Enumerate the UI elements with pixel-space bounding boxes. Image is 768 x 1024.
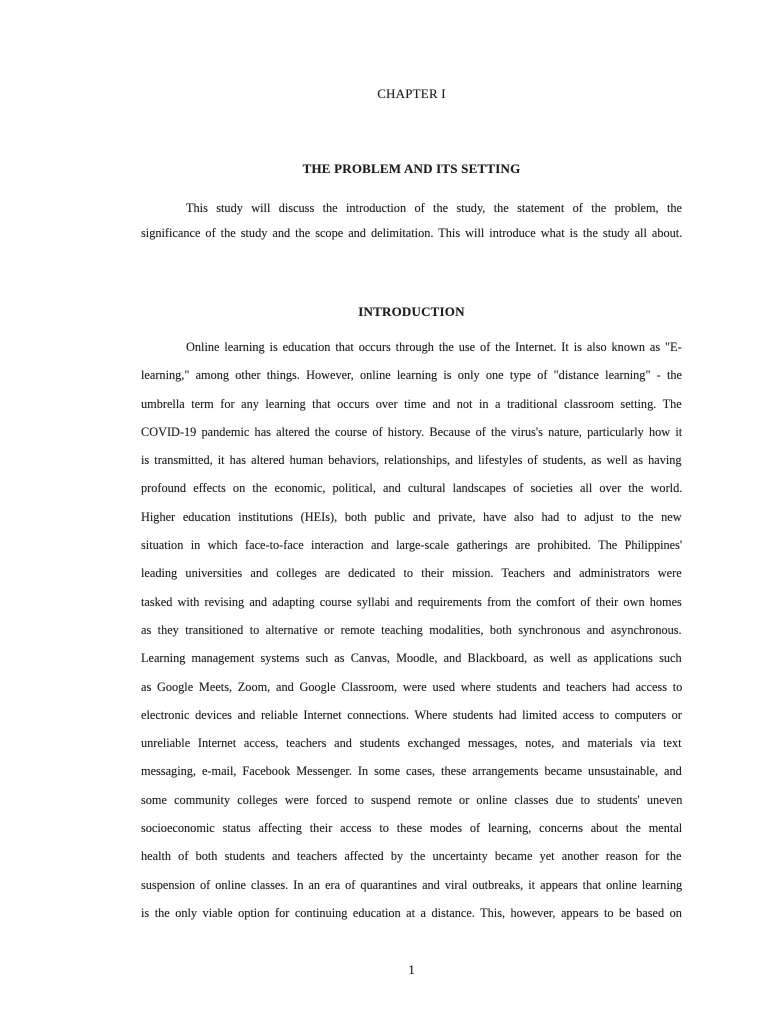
text-line: Online learning is education that occurs through the use of the Internet. It is also known as "E- — [186, 340, 682, 354]
text-line: unreliable Internet access, teachers and students exchanged messages, notes, and materials via text — [141, 736, 682, 751]
text-line: is transmitted, it has altered human behaviors, relationships, and lifestyles of students, as well as having — [141, 453, 682, 468]
text-line: suspension of online classes. In an era of quarantines and viral outbreaks, it appears that online learning — [141, 877, 683, 892]
text-line: umbrella term for any learning that occurs over time and not in a traditional classroom setting. The — [141, 396, 682, 411]
chapter-heading: CHAPTER I — [377, 86, 446, 101]
page-number: 1 — [408, 962, 415, 977]
text-line: Higher education institutions (HEIs), both public and private, have also had to adjust to the new — [141, 509, 682, 524]
text-line: learning," among other things. However, online learning is only one type of "distance learning" - the — [141, 368, 683, 383]
opening-paragraph — [141, 196, 682, 246]
text-line: This study will discuss the introduction of the study, the statement of the problem, the — [186, 201, 683, 215]
text-line: messaging, e-mail, Facebook Messenger. In some cases, these arrangements became unsustainable, and — [141, 764, 682, 779]
text-line: tasked with revising and adapting course syllabi and requirements from the comfort of their own homes — [141, 594, 682, 609]
text-line: situation in which face-to-face interaction and large-scale gatherings are prohibited. The Philippines' — [141, 538, 683, 553]
text-line: electronic devices and reliable Internet connections. Where students had limited access to computers or — [141, 707, 682, 722]
section-title: THE PROBLEM AND ITS SETTING — [302, 161, 521, 176]
text-line: health of both students and teachers affected by the uncertainty became yet another reason for the — [141, 849, 682, 864]
introduction-heading: INTRODUCTION — [358, 304, 465, 319]
text-line: is the only viable option for continuing education at a distance. This, however, appears to be based on — [141, 905, 682, 920]
introduction-paragraph — [141, 333, 682, 927]
text-line: leading universities and colleges are dedicated to their mission. Teachers and administrators were — [141, 566, 682, 581]
text-line: some community colleges were forced to suspend remote or online classes due to students' uneven — [141, 792, 683, 807]
text-line: Learning management systems such as Canvas, Moodle, and Blackboard, as well as applications such — [141, 651, 682, 666]
text-line: as Google Meets, Zoom, and Google Classroom, were used where students and teachers had access to — [141, 679, 683, 694]
text-line: significance of the study and the scope and delimitation. This will introduce what is the study all about. — [141, 226, 683, 240]
text-line: COVID-19 pandemic has altered the course of history. Because of the virus's nature, particularly how it — [141, 424, 683, 439]
text-line: profound effects on the economic, political, and cultural landscapes of societies all over the world. — [141, 481, 683, 496]
text-line: as they transitioned to alternative or remote teaching modalities, both synchronous and asynchronous. — [141, 622, 682, 637]
text-line: socioeconomic status affecting their access to these modes of learning, concerns about the mental — [141, 821, 683, 836]
